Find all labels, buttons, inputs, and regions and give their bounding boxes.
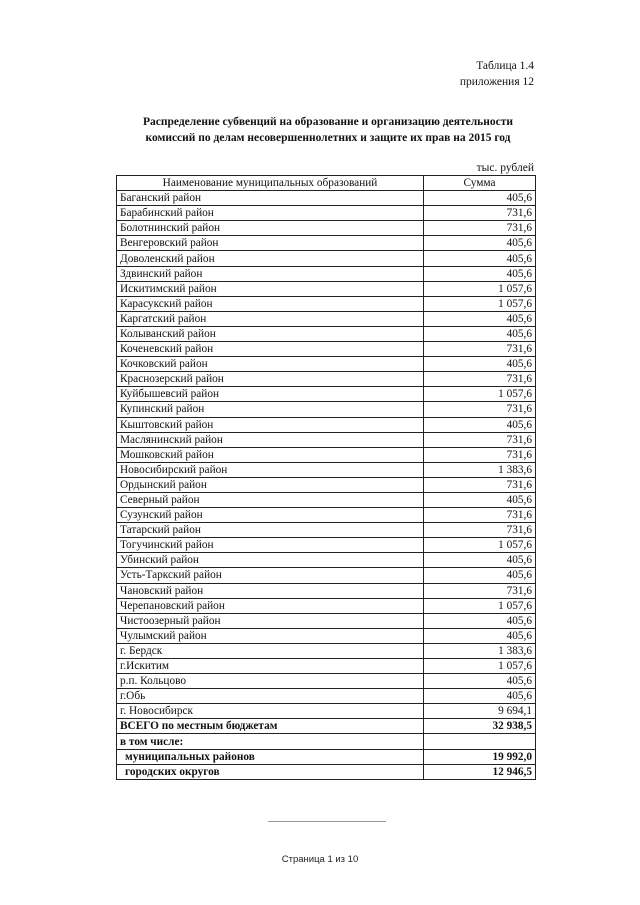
table-row <box>117 538 536 553</box>
row-name: Чановский район <box>117 583 424 598</box>
table-row <box>117 508 536 523</box>
row-name: Черепановский район <box>117 598 424 613</box>
including-row <box>117 734 536 749</box>
row-value: 1 057,6 <box>424 387 536 402</box>
row-value: 405,6 <box>424 613 536 628</box>
row-value: 1 383,6 <box>424 643 536 658</box>
row-name: г.Искитим <box>117 659 424 674</box>
row-name: Убинский район <box>117 553 424 568</box>
document-title <box>118 114 538 146</box>
table-row <box>117 462 536 477</box>
table-row <box>117 311 536 326</box>
column-header-name: Наименование муниципальных образований <box>117 176 424 191</box>
table-row <box>117 221 536 236</box>
row-name: Ордынский район <box>117 477 424 492</box>
row-name: в том числе: <box>117 734 424 749</box>
row-name: Мошковский район <box>117 447 424 462</box>
table-row <box>117 206 536 221</box>
table-row <box>117 236 536 251</box>
table-row <box>117 326 536 341</box>
row-name: Коченевский район <box>117 342 424 357</box>
row-name: Усть-Таркский район <box>117 568 424 583</box>
table-row <box>117 281 536 296</box>
row-name: Болотнинский район <box>117 221 424 236</box>
row-value: 1 057,6 <box>424 538 536 553</box>
row-value: 405,6 <box>424 492 536 507</box>
row-value: 731,6 <box>424 372 536 387</box>
row-value: 1 057,6 <box>424 281 536 296</box>
row-name: Венгеровский район <box>117 236 424 251</box>
table-row <box>117 568 536 583</box>
row-name: Северный район <box>117 492 424 507</box>
table-row <box>117 553 536 568</box>
table-row <box>117 598 536 613</box>
table-row <box>117 659 536 674</box>
row-name: Сузунский район <box>117 508 424 523</box>
row-value: 405,6 <box>424 357 536 372</box>
row-value: 731,6 <box>424 477 536 492</box>
title-line-1: Распределение субвенций на образование и организацию деятельности <box>142 116 513 128</box>
column-header-sum: Сумма <box>424 176 536 191</box>
row-name: Тогучинский район <box>117 538 424 553</box>
table-row <box>117 583 536 598</box>
table-row <box>117 296 536 311</box>
table-row <box>117 477 536 492</box>
subventions-table <box>116 175 536 780</box>
page-number: Страница 1 из 10 <box>281 854 359 865</box>
row-name: Барабинский район <box>117 206 424 221</box>
row-value: 1 057,6 <box>424 296 536 311</box>
table-row <box>117 628 536 643</box>
table-row <box>117 447 536 462</box>
row-value: 12 946,5 <box>424 764 536 779</box>
row-name: Новосибирский район <box>117 462 424 477</box>
table-reference <box>460 58 534 90</box>
row-value: 19 992,0 <box>424 749 536 764</box>
row-value: 731,6 <box>424 583 536 598</box>
row-value: 731,6 <box>424 508 536 523</box>
row-value: 405,6 <box>424 553 536 568</box>
title-line-2: комиссий по делам несовершеннолетних и защите их прав на 2015 год <box>145 132 511 144</box>
row-name: городских округов <box>117 764 424 779</box>
row-value: 405,6 <box>424 689 536 704</box>
units-label: тыс. рублей <box>476 162 534 174</box>
row-value: 731,6 <box>424 447 536 462</box>
row-value: 731,6 <box>424 221 536 236</box>
row-value: 405,6 <box>424 674 536 689</box>
row-value: 731,6 <box>424 342 536 357</box>
row-value: 731,6 <box>424 206 536 221</box>
table-row <box>117 643 536 658</box>
row-name: г. Бердск <box>117 643 424 658</box>
table-row <box>117 523 536 538</box>
row-name: муниципальных районов <box>117 749 424 764</box>
row-value: 405,6 <box>424 311 536 326</box>
table-row <box>117 674 536 689</box>
table-body <box>117 191 536 780</box>
row-name: Кочковский район <box>117 357 424 372</box>
row-value: 1 057,6 <box>424 659 536 674</box>
total-row <box>117 719 536 734</box>
table-label: Таблица 1.4 <box>476 60 534 72</box>
row-name: р.п. Кольцово <box>117 674 424 689</box>
row-value: 1 383,6 <box>424 462 536 477</box>
row-value: 9 694,1 <box>424 704 536 719</box>
row-value: 1 057,6 <box>424 598 536 613</box>
footer-divider <box>268 821 386 822</box>
row-name: Куйбышевсий район <box>117 387 424 402</box>
table-row <box>117 266 536 281</box>
row-name: Кыштовский район <box>117 417 424 432</box>
table-row <box>117 492 536 507</box>
appendix-label: приложения 12 <box>459 76 534 88</box>
table-row <box>117 387 536 402</box>
row-value: 405,6 <box>424 191 536 206</box>
table-header-row <box>117 176 536 191</box>
row-name: Маслянинский район <box>117 432 424 447</box>
row-value: 405,6 <box>424 251 536 266</box>
row-value: 405,6 <box>424 236 536 251</box>
row-value: 32 938,5 <box>424 719 536 734</box>
row-name: Доволенский район <box>117 251 424 266</box>
table-row <box>117 704 536 719</box>
row-name: ВСЕГО по местным бюджетам <box>117 719 424 734</box>
row-value <box>424 734 536 749</box>
table-row <box>117 689 536 704</box>
table-row <box>117 342 536 357</box>
table-row <box>117 251 536 266</box>
row-name: Здвинский район <box>117 266 424 281</box>
row-name: Краснозерский район <box>117 372 424 387</box>
row-value: 731,6 <box>424 432 536 447</box>
table-row <box>117 432 536 447</box>
row-value: 405,6 <box>424 417 536 432</box>
subtotal-row <box>117 764 536 779</box>
row-name: Искитимский район <box>117 281 424 296</box>
row-value: 405,6 <box>424 568 536 583</box>
row-value: 731,6 <box>424 402 536 417</box>
table-row <box>117 613 536 628</box>
row-name: Баганский район <box>117 191 424 206</box>
subtotal-row <box>117 749 536 764</box>
table-row <box>117 191 536 206</box>
table-row <box>117 372 536 387</box>
table-row <box>117 417 536 432</box>
row-name: Колыванский район <box>117 326 424 341</box>
row-value: 731,6 <box>424 523 536 538</box>
row-name: Каргатский район <box>117 311 424 326</box>
table-row <box>117 357 536 372</box>
row-name: Карасукский район <box>117 296 424 311</box>
row-name: г.Обь <box>117 689 424 704</box>
row-name: г. Новосибирск <box>117 704 424 719</box>
row-name: Татарский район <box>117 523 424 538</box>
row-value: 405,6 <box>424 266 536 281</box>
row-value: 405,6 <box>424 628 536 643</box>
table-row <box>117 402 536 417</box>
row-name: Чистоозерный район <box>117 613 424 628</box>
row-name: Чулымский район <box>117 628 424 643</box>
row-value: 405,6 <box>424 326 536 341</box>
row-name: Купинский район <box>117 402 424 417</box>
